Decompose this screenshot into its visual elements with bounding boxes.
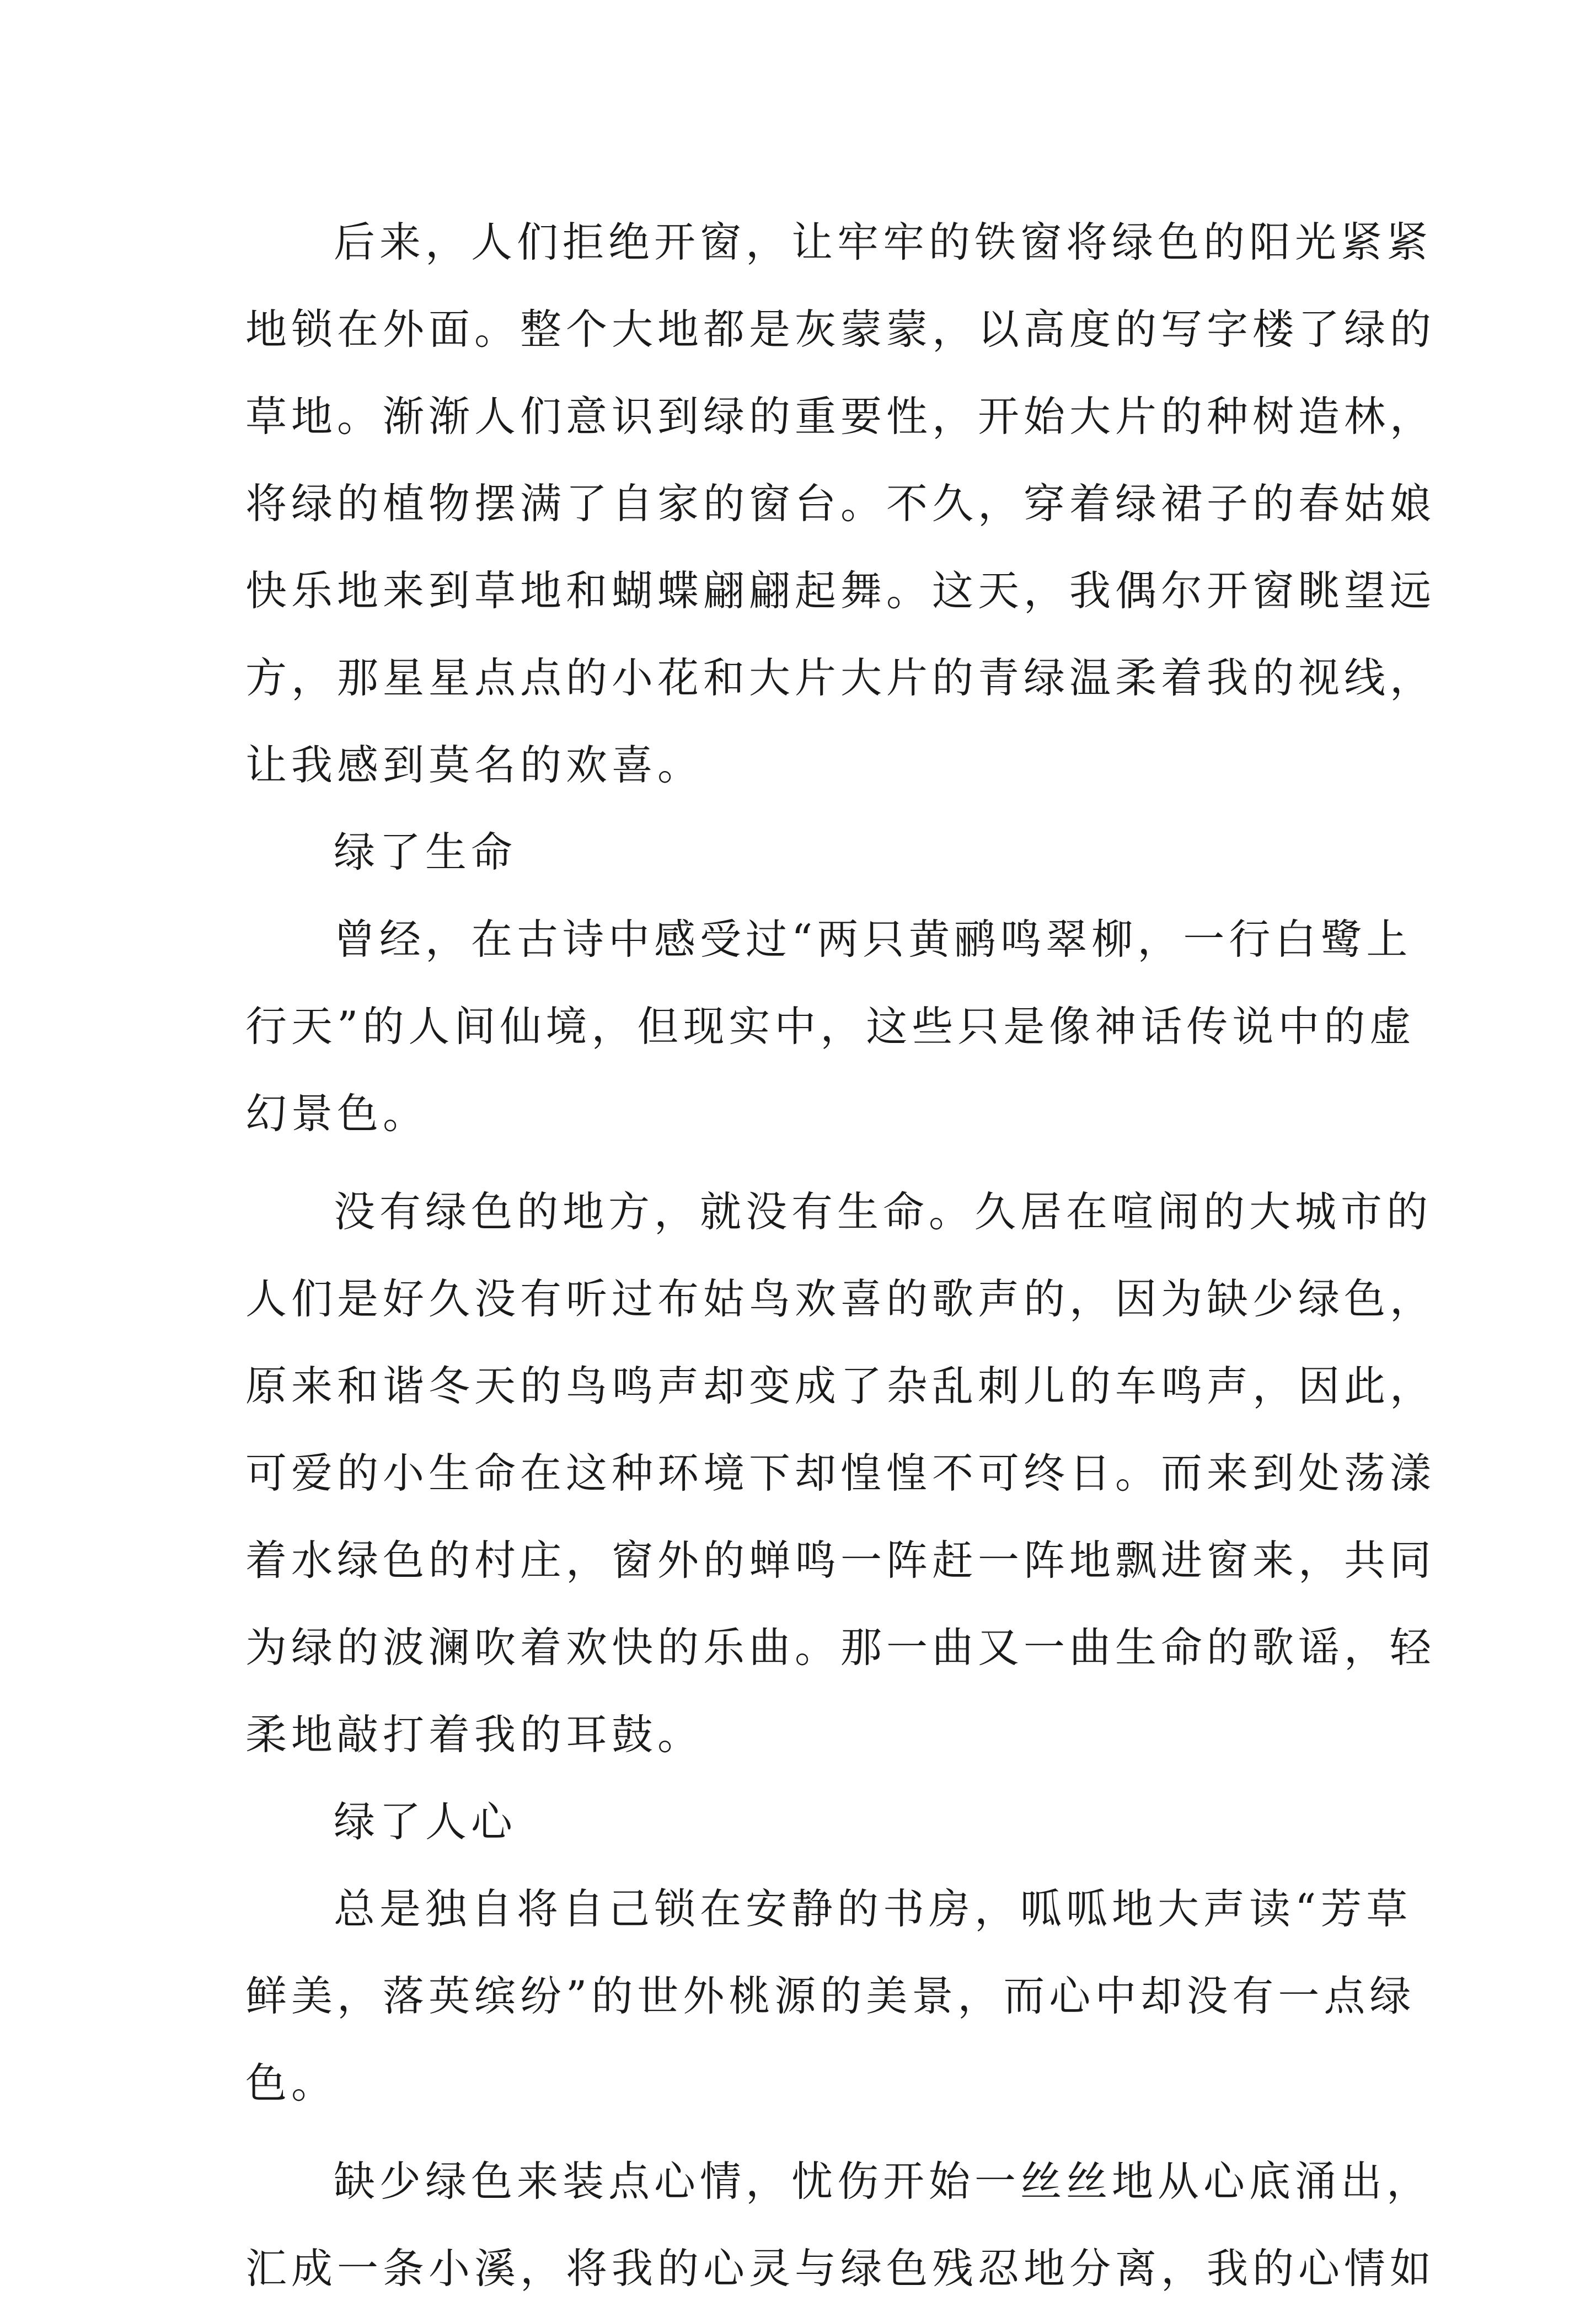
text-line: 行天”的人间仙境，但现实中，这些只是像神话传说中的虚 bbox=[245, 1002, 1416, 1051]
text-line: 快乐地来到草地和蝴蝶翩翩起舞。这天，我偶尔开窗眺望远 bbox=[245, 566, 1436, 615]
text-line: 没有绿色的地方，就没有生命。久居在喧闹的大城市的 bbox=[334, 1187, 1433, 1236]
text-line: 人们是好久没有听过布姑鸟欢喜的歌声的，因为缺少绿色， bbox=[245, 1275, 1436, 1323]
text-line: 可爱的小生命在这种环境下却惶惶不可终日。而来到处荡漾 bbox=[245, 1449, 1436, 1497]
text-line: 曾经，在古诗中感受过“两只黄鹂鸣翠柳，一行白鹭上 bbox=[334, 915, 1412, 964]
text-line: 柔地敲打着我的耳鼓。 bbox=[245, 1710, 704, 1759]
text-line: 色。 bbox=[245, 2059, 338, 2107]
text-line: 汇成一条小溪，将我的心灵与绿色残忍地分离，我的心情如 bbox=[245, 2244, 1436, 2293]
section-heading: 绿了生命 bbox=[334, 828, 517, 876]
section-heading: 绿了人心 bbox=[334, 1797, 517, 1846]
text-line: 让我感到莫名的欢喜。 bbox=[245, 741, 704, 789]
text-line: 后来，人们拒绝开窗，让牢牢的铁窗将绿色的阳光紧紧 bbox=[334, 218, 1433, 266]
document-body bbox=[245, 199, 1436, 2312]
text-line: 地锁在外面。整个大地都是灰蒙蒙，以高度的写字楼了绿的 bbox=[245, 305, 1436, 354]
text-line: 鲜美，落英缤纷”的世外桃源的美景，而心中却没有一点绿 bbox=[245, 1972, 1416, 2020]
text-line: 将绿的植物摆满了自家的窗台。不久，穿着绿裙子的春姑娘 bbox=[245, 479, 1436, 528]
text-line: 草地。渐渐人们意识到绿的重要性，开始大片的种树造林， bbox=[245, 392, 1436, 441]
text-line: 方，那星星点点的小花和大片大片的青绿温柔着我的视线， bbox=[245, 654, 1436, 702]
text-line: 幻景色。 bbox=[245, 1089, 429, 1138]
paragraph-gap bbox=[245, 2127, 1379, 2138]
text-line: 缺少绿色来装点心情，忧伤开始一丝丝地从心底涌出， bbox=[334, 2157, 1433, 2206]
text-line: 总是独自将自己锁在安静的书房，呱呱地大声读“芳草 bbox=[334, 1885, 1412, 1933]
text-line: 为绿的波澜吹着欢快的乐曲。那一曲又一曲生命的歌谣，轻 bbox=[245, 1623, 1436, 1672]
paragraph-gap bbox=[245, 1157, 1379, 1168]
text-line: 原来和谐冬天的鸟鸣声却变成了杂乱刺儿的车鸣声，因此， bbox=[245, 1362, 1436, 1410]
text-line: 着水绿色的村庄，窗外的蝉鸣一阵赶一阵地飘进窗来，共同 bbox=[245, 1536, 1436, 1585]
